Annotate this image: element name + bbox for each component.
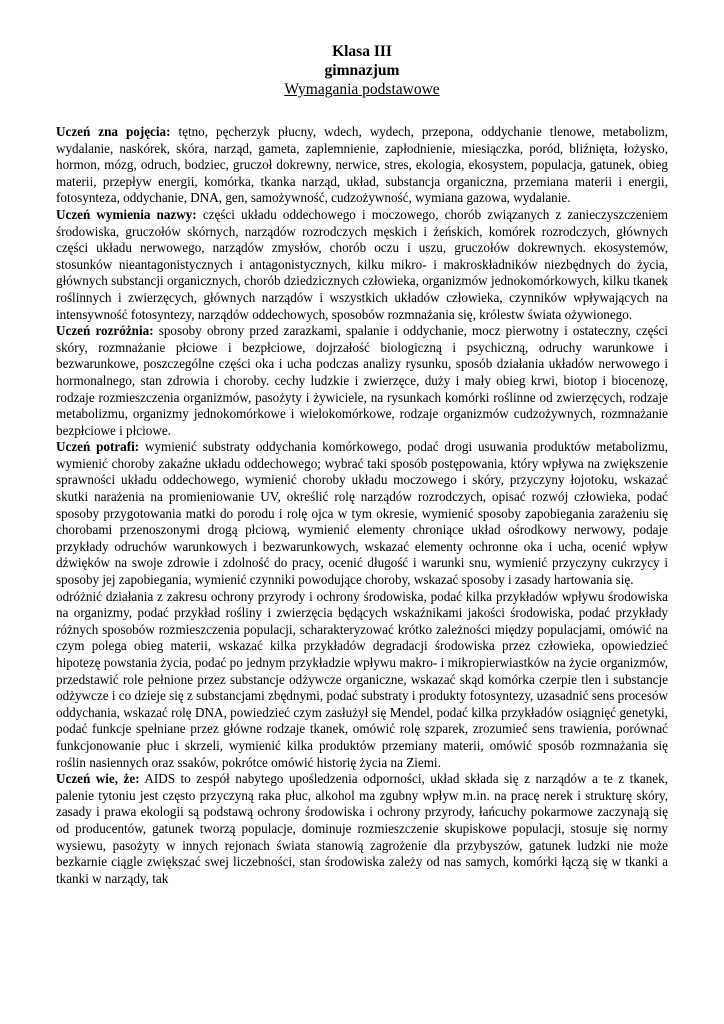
section-label: Uczeń potrafi:	[56, 439, 140, 455]
section-label: Uczeń wymienia nazwy:	[56, 206, 197, 222]
section-text: części układu oddechowego i moczowego, chorób związanych z zanieczyszczeniem środowiska, gruczołów skórnych, narządów rozrodczych męskich i żeńskich, komórek rozrodczych, głównych części układu nerwowego, narządów zmysłów, chorób oczu i uszu, gruczołów dokrewnych. ekosystemów, stosunków nieantagonistycznych i antagonistycznych, kilku mikro- i makroskładników niezbędnych do życia, głównych substancji organicznych, chorób dziedzicznych człowieka, organizmów jednokomórkowych, kilku tkanek roślinnych i zwierzęcych, głównych narządów i wszystkich układów człowieka, czynników wpływających na intensywność fotosyntezy, narządów oddechowych, sposobów rozmnażania się, królestw świata ożywionego.	[56, 206, 668, 322]
document-header	[0, 42, 724, 99]
section-can-do	[56, 439, 668, 588]
section-label: Uczeń wie, że:	[56, 771, 140, 787]
section-text: sposoby obrony przed zarazkami, spalanie i oddychanie, mocz pierwotny i ostateczny, części skóry, rozmnażanie płciowe i bezpłciowe, dojrzałość biologiczną i psychiczną, odruchy warunkowe i bezwarunkowe, poszczególne części oka i ucha podczas analizy rysunku, sposób działania układów nerwowego i hormonalnego, stan zdrowia i choroby. cechy ludzkie i zwierzęce, duży i mały obieg krwi, biotop i biocenozę, rodzaje rozmieszczenia organizmów, pasożyty i żywiciele, na rysunkach komórki roślinne od zwierzęcych, rodzaje metabolizmu, organizmy jednokomórkowe i wielokomórkowe, rodzaje organizmów cudzożywnych, rozmnażanie bezpłciowe i płciowe.	[56, 323, 668, 438]
section-text: AIDS to zespół nabytego upośledzenia odporności, układ składa się z narządów a te z tkanek, palenie tytoniu jest często przyczyną raka płuc, alkohol ma zgubny wpływ m.in. na pracę nerek i strukturę skóry, zasady i prawa ekologii są podstawą ochrony środowiska i ochrony przyrody, łańcuchy pokarmowe zaczynają się od producentów, gatunek tworzą populacje, dominuje rozmieszczenie skupiskowe populacji, stosuje się normy wysiewu, pasożyty w innych rejonach świata stanowią zagrożenie dla przybyszów, gatunek ludzki nie może bezkarnie ciągle zwiększać swej liczebności, stan środowiska zależy od nas samych, komórki łączą się w tkanki a tkanki w narządy, tak	[56, 771, 668, 886]
class-title: Klasa III	[332, 43, 392, 60]
section-text: tętno, pęcherzyk płucny, wdech, wydech, przepona, oddychanie tlenowe, metabolizm, wydalanie, naskórek, skóra, narząd, gameta, zaplemnienie, zapłodnienie, miesiączka, poród, bliźnięta, łożysko, hormon, mózg, odruch, bodziec, gruczoł dokrewny, nerwice, stres, ekologia, ekosystem, populacja, gatunek, obieg materii, przepływ energii, komórka, tkanka narząd, układ, substancja organiczna, przemiana materii i energii, fotosynteza, oddychanie, DNA, gen, samożywność, cudzożywność, wymiana gazowa, wydalanie.	[56, 124, 668, 206]
section-knows-that	[56, 771, 668, 887]
school-subtitle: gimnazjum	[324, 62, 400, 79]
section-lists-names	[56, 207, 668, 323]
section-label: Uczeń zna pojęcia:	[56, 124, 171, 139]
requirements-heading: Wymagania podstawowe	[284, 81, 440, 98]
section-knows-concepts	[56, 124, 668, 207]
section-label: Uczeń rozróżnia:	[56, 323, 154, 339]
section-continuation: odróżnić działania z zakresu ochrony przyrody i ochrony środowiska, podać kilka przykładów wpływu środowiska na organizmy, podać przykład rośliny i zwierzęcia będących wskaźnikami jakości środowiska, podać przykłady różnych sposobów rozmieszczenia populacji, scharakteryzować krótko zależności między populacjami, omówić na czym polega obieg materii, wskazać kilka przykładów degradacji środowiska przez człowieka, opowiedzieć hipotezę powstania życia, podać po jednym przykładzie wpływu makro- i mikropierwiastków na życie organizmów, przedstawić role pełnione przez substancje odżywcze organiczne, wskazać skąd komórka czerpie tlen i substancje odżywcze i co dzieje się z substancjami zbędnymi, podać substraty i produkty fotosyntezy, uzasadnić sens procesów oddychania, wskazać rolę DNA, powiedzieć czym zasłużył się Mendel, podać kilka przykładów osiągnięć genetyki, podać funkcje spełniane przez główne rodzaje tkanek, omówić rolę szparek, zrozumieć sens trawienia, porównać funkcjonowanie płuc i skrzeli, wymienić kilka produktów przemiany materii, omówić sposób rozmnażania się roślin nasiennych oraz ssaków, pokrótce omówić historię życia na Ziemi.	[56, 588, 668, 770]
section-distinguishes	[56, 323, 668, 439]
document-body	[56, 124, 668, 887]
section-text: wymienić substraty oddychania komórkowego, podać drogi usuwania produktów metabolizmu, wymienić choroby zakaźne układu oddechowego; wybrać taki sposób postępowania, który wpływa na zwiększenie sprawności układu oddechowego, wymienić choroby układu moczowego i skóry, przyczyny łojotoku, wskazać skutki narażenia na promieniowanie UV, określić rolę narządów rozrodczych, opisać rozwój człowieka, podać sposoby przygotowania matki do porodu i rolę ojca w tym okresie, wymienić sposoby zapobiegania zarażeniu się chorobami przenoszonymi drogą płciową, wymienić elementy chroniące układ ośrodkowy nerwowy, podaje przykłady odruchów warunkowych i bezwarunkowych, wskazać elementy ochronne oka i ucha, ocenić wpływ dźwięków na swoje zdrowie i zdolność do pracy, ocenić długość i warunki snu, wymienić przyczyny cukrzycy i sposoby jej zapobiegania, wymienić czynniki powodujące choroby, wskazać sposoby i zasady hartowania się.	[56, 439, 669, 588]
